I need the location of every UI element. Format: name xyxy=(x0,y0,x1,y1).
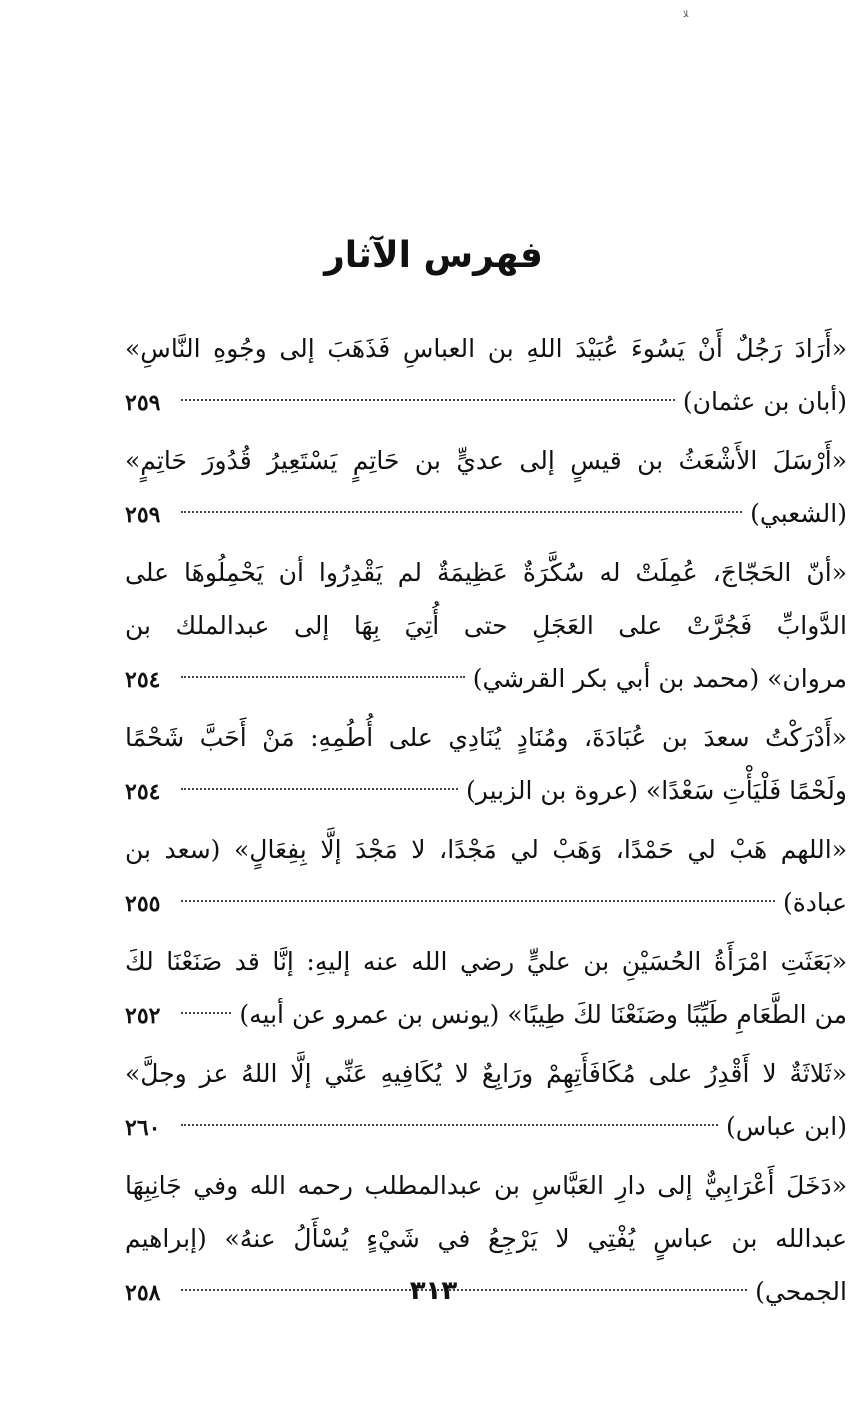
entry-page-reference: ٢٥٥ xyxy=(125,891,161,917)
index-entry xyxy=(125,711,847,817)
index-entry xyxy=(125,1047,847,1153)
entry-text-line: «دَخَلَ أَعْرَابِيٌّ إلى دارِ العَبَّاسِ بن عبدالمطلب رحمه الله وفي جَانِبِهَا xyxy=(125,1171,847,1200)
entry-text-line: «أنّ الحَجّاجَ، عُمِلَتْ له سُكَّرَةٌ عَظِيمَةٌ لم يَقْدِرُوا أن يَحْمِلُوهَا على xyxy=(125,558,847,587)
entry-text-line: الدَّوابِّ فَجُرَّتْ على العَجَلِ حتى أُتِيَ بِهَا إلى عبدالملك بن xyxy=(125,611,847,640)
entry-narrator: مروان» (محمد بن أبي بكر القرشي) xyxy=(472,664,847,693)
entry-text-line: «بَعَثَتِ امْرَأَةُ الحُسَيْنِ بن عليٍّ رضي الله عنه إليهِ: إنَّا قد صَنَعْنَا لكَ xyxy=(125,947,847,976)
dot-leader xyxy=(181,1123,718,1126)
entry-page-reference: ٢٥٩ xyxy=(125,502,161,528)
entries-list xyxy=(125,322,847,1324)
entry-page-reference: ٢٥٤ xyxy=(125,779,161,805)
entry-page-reference: ٢٥٤ xyxy=(125,667,161,693)
entry-final-line xyxy=(125,876,847,929)
index-entry xyxy=(125,935,847,1041)
entry-final-line xyxy=(125,988,847,1041)
dot-leader xyxy=(181,787,458,790)
entry-final-line xyxy=(125,487,847,540)
entry-page-reference: ٢٥٨ xyxy=(125,1280,161,1306)
entry-final-line xyxy=(125,375,847,428)
entry-final-line xyxy=(125,764,847,817)
entry-narrator: (الشعبي) xyxy=(750,499,847,528)
page-title: فهرس الآثار xyxy=(324,235,543,276)
entry-final-line xyxy=(125,1100,847,1153)
index-entry xyxy=(125,434,847,540)
entry-final-line xyxy=(125,652,847,705)
entry-narrator: الجمحي) xyxy=(755,1277,847,1306)
entry-text-line: «أَدْرَكْتُ سعدَ بن عُبَادَةَ، ومُنَادٍ يُنَادِي على أُطُمِهِ: مَنْ أَحَبَّ شَحْمًا xyxy=(125,723,847,752)
entry-text-line: «أَرْسَلَ الأَشْعَثُ بن قيسٍ إلى عديٍّ بن حَاتِمٍ يَسْتَعِيرُ قُدُورَ حَاتِمٍ» xyxy=(125,446,847,475)
dot-leader xyxy=(181,1011,231,1014)
entry-page-reference: ٢٦٠ xyxy=(125,1115,161,1141)
entry-page-reference: ٢٥٩ xyxy=(125,390,161,416)
dot-leader xyxy=(181,899,775,902)
dot-leader xyxy=(181,675,465,678)
index-entry xyxy=(125,823,847,929)
entry-narrator: (ابن عباس) xyxy=(726,1112,847,1141)
entry-text-line: عبدالله بن عباسٍ يُفْتِي لا يَرْجِعُ في شَيْءٍ يُسْأَلُ عنهُ» (إبراهيم xyxy=(125,1224,847,1253)
index-entry xyxy=(125,322,847,428)
index-entry xyxy=(125,546,847,705)
top-mark: ﻼ xyxy=(683,10,689,20)
entry-narrator: عبادة) xyxy=(782,888,847,917)
dot-leader xyxy=(181,398,675,401)
entry-page-reference: ٢٥٢ xyxy=(125,1003,161,1029)
entry-narrator: من الطَّعَامِ طَيِّبًا وصَنَعْنَا لكَ طِيبًا» (يونس بن عمرو عن أبيه) xyxy=(239,1000,847,1029)
dot-leader xyxy=(181,510,742,513)
entry-narrator: ولَحْمًا فَلْيَأْتِ سَعْدًا» (عروة بن الزبير) xyxy=(466,776,847,805)
entry-text-line: «اللهم هَبْ لي حَمْدًا، وَهَبْ لي مَجْدًا، لا مَجْدَ إلَّا بِفِعَالٍ» (سعد بن xyxy=(125,835,847,864)
page-number: ٣١٣ xyxy=(409,1276,458,1306)
entry-text-line: «أَرَادَ رَجُلٌ أَنْ يَسُوءَ عُبَيْدَ اللهِ بن العباسِ فَذَهَبَ إلى وجُوهِ النَّاسِ» xyxy=(125,334,847,363)
entry-text-line: «ثَلاثَةٌ لا أَقْدِرُ على مُكَافَأَتِهِمْ ورَابِعٌ لا يُكَافِيهِ عَنِّي إلَّا اللهُ عز وجلَّ» xyxy=(125,1059,847,1088)
entry-narrator: (أبان بن عثمان) xyxy=(682,387,847,416)
